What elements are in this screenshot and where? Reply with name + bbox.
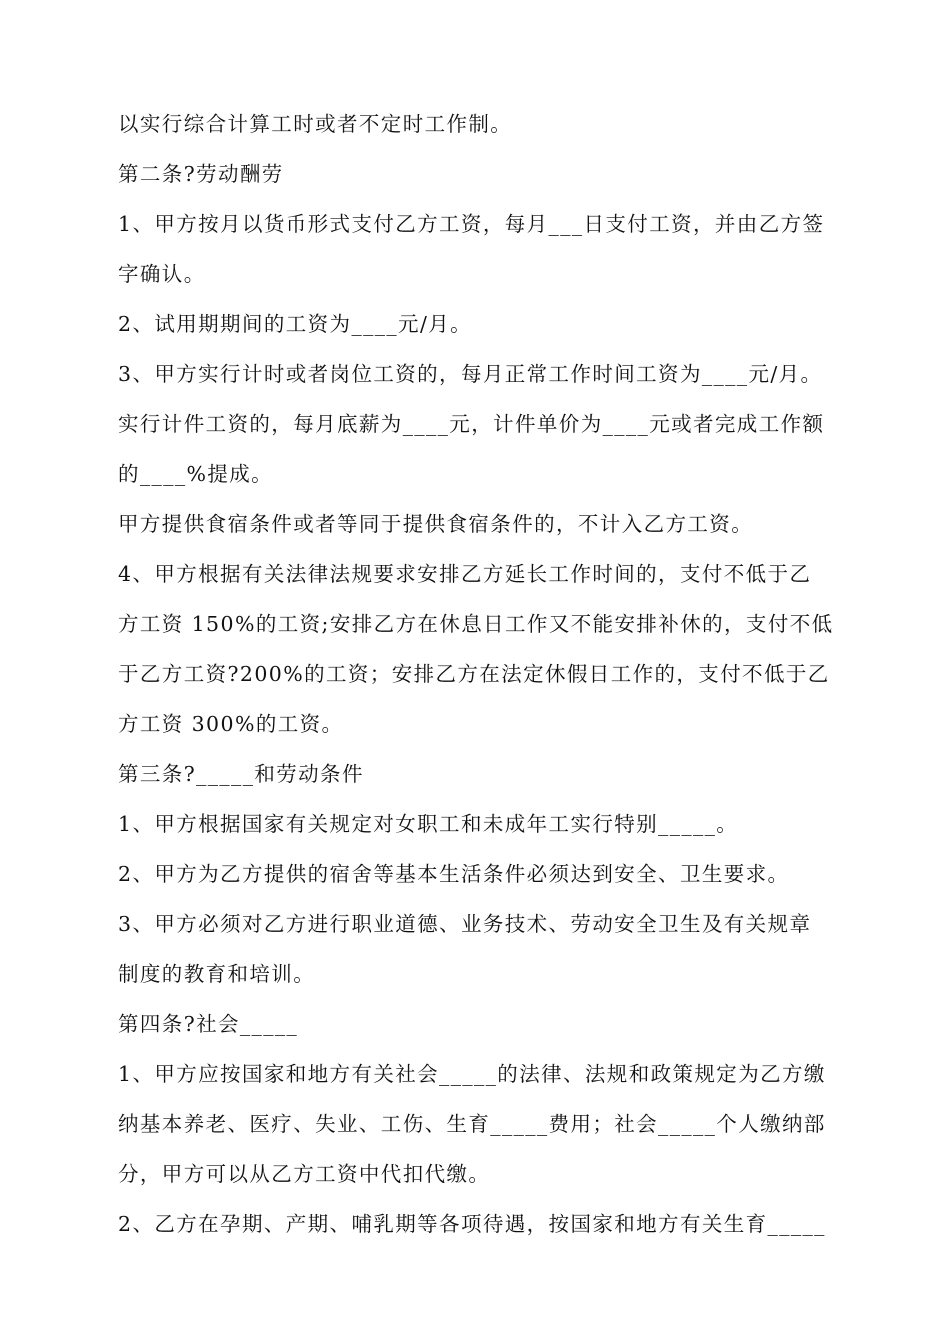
text-line: 纳基本养老、医疗、失业、工伤、生育_____费用；社会_____个人缴纳部 <box>118 1112 826 1136</box>
text-line: 1、甲方根据国家有关规定对女职工和未成年工实行特别_____。 <box>118 812 739 836</box>
text-line: 方工资 150%的工资;安排乙方在休息日工作又不能安排补休的，支付不低 <box>118 612 834 636</box>
text-line: 字确认。 <box>118 262 206 286</box>
text-line: 实行计件工资的，每月底薪为____元，计件单价为____元或者完成工作额 <box>118 412 825 436</box>
text-line: 4、甲方根据有关法律法规要求安排乙方延长工作时间的，支付不低于乙 <box>118 562 812 586</box>
text-line: 2、试用期期间的工资为____元/月。 <box>118 312 473 336</box>
text-line: 方工资 300%的工资。 <box>118 712 344 736</box>
section-heading: 第二条?劳动酬劳 <box>118 162 284 186</box>
text-line: 2、乙方在孕期、产期、哺乳期等各项待遇，按国家和地方有关生育_____ <box>118 1212 826 1236</box>
section-heading: 第三条?_____和劳动条件 <box>118 762 364 786</box>
text-line: 制度的教育和培训。 <box>118 962 316 986</box>
text-line: 3、甲方实行计时或者岗位工资的，每月正常工作时间工资为____元/月。 <box>118 362 823 386</box>
text-line: 分，甲方可以从乙方工资中代扣代缴。 <box>118 1162 491 1186</box>
document-body <box>118 99 838 1249</box>
text-line: 甲方提供食宿条件或者等同于提供食宿条件的，不计入乙方工资。 <box>118 512 754 536</box>
text-line: 1、甲方按月以货币形式支付乙方工资，每月___日支付工资，并由乙方签 <box>118 212 825 236</box>
text-line: 于乙方工资?200%的工资；安排乙方在法定休假日工作的，支付不低于乙 <box>118 662 830 686</box>
section-heading: 第四条?社会_____ <box>118 1012 299 1036</box>
text-line: 的____%提成。 <box>118 462 274 486</box>
text-line: 2、甲方为乙方提供的宿舍等基本生活条件必须达到安全、卫生要求。 <box>118 862 790 886</box>
text-line: 3、甲方必须对乙方进行职业道德、业务技术、劳动安全卫生及有关规章 <box>118 912 812 936</box>
text-line: 以实行综合计算工时或者不定时工作制。 <box>118 112 513 136</box>
text-line: 1、甲方应按国家和地方有关社会_____的法律、法规和政策规定为乙方缴 <box>118 1062 826 1086</box>
